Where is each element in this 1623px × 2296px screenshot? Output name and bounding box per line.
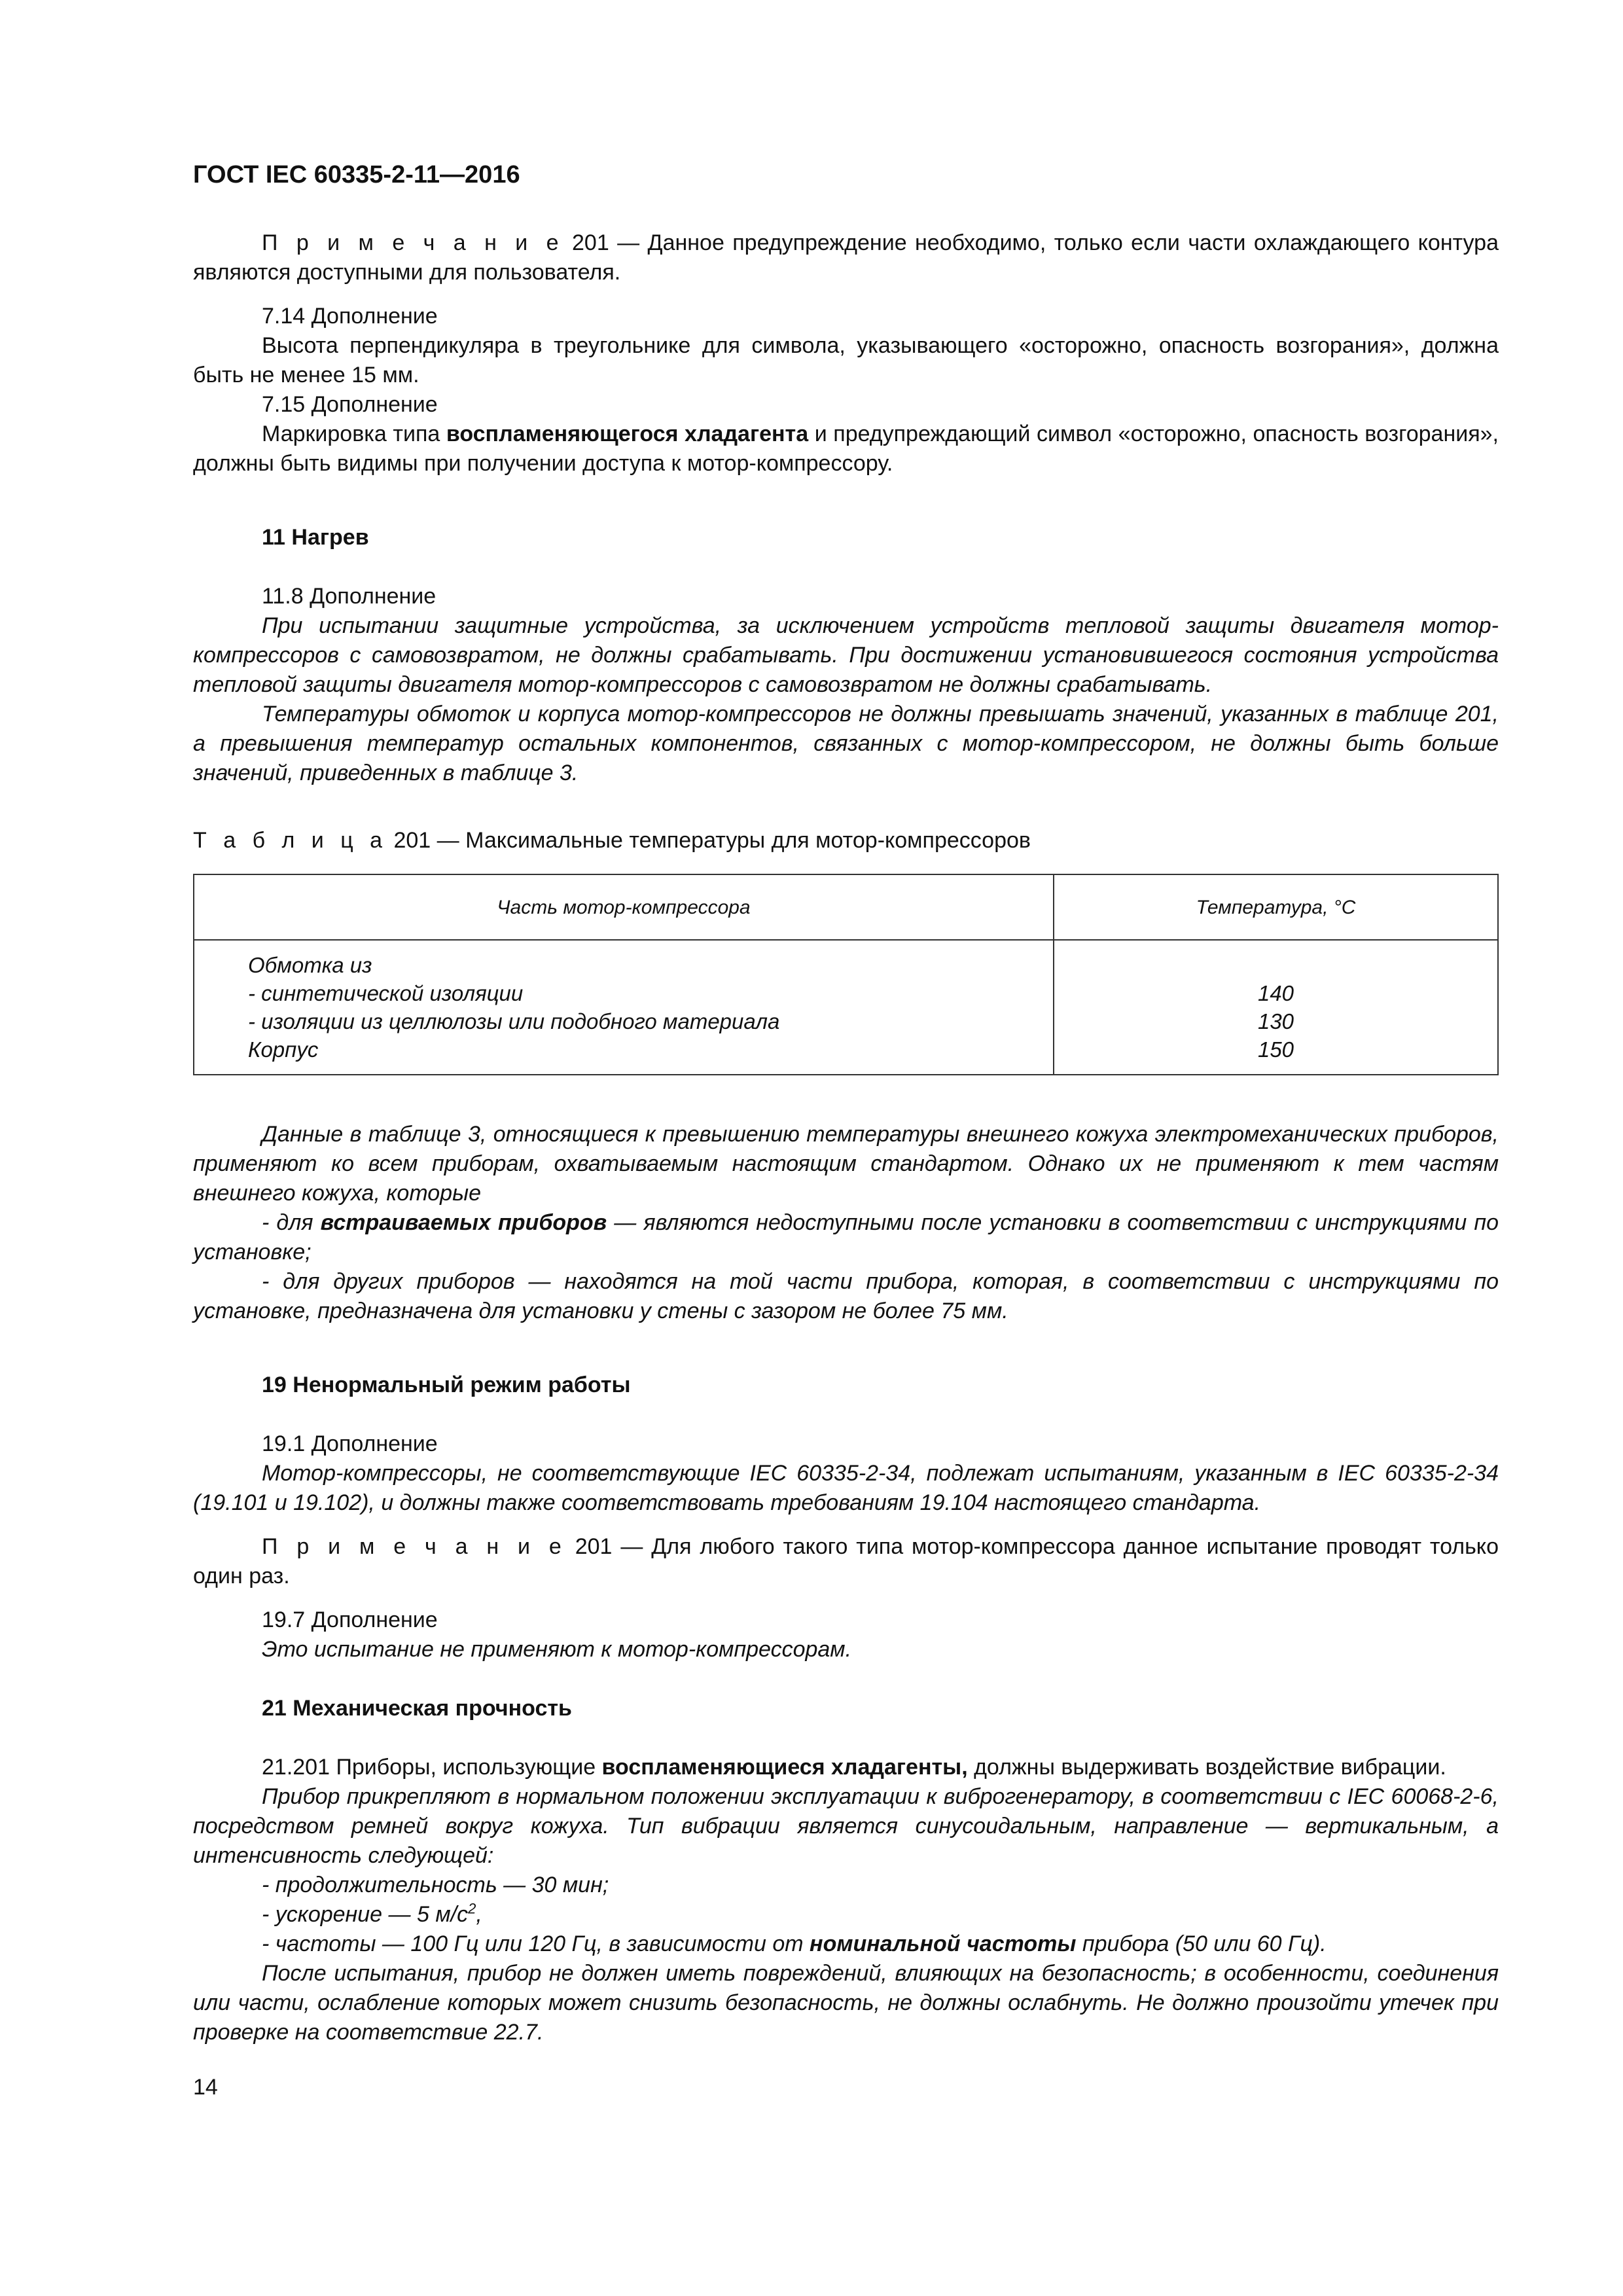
list-item-built-in	[193, 1208, 1499, 1267]
clause-21-201-paragraph-3: После испытания, прибор не должен иметь повреждений, влияющих на безопасность; в особенности, соединения или части, ослабление которых может снизить безопасность, не должны ослабнуть. Не должно произойти утечек при проверке на соответствие 22.7.	[193, 1961, 1499, 2045]
temperature-line: 150	[1257, 1037, 1294, 1062]
table-label: Т а б л и ц а	[193, 828, 388, 853]
table-201	[193, 874, 1499, 1075]
text-part: Маркировка типа	[262, 422, 446, 446]
clause-21-201-text	[193, 1753, 1499, 1782]
note-label: П р и м е ч а н и е	[262, 1534, 567, 1559]
temperature-line	[1054, 951, 1497, 979]
clause-7-14-text: Высота перпендикуляра в треугольнике для символа, указывающего «осторожно, опасность возгорания», должна быть не менее 15 мм.	[193, 333, 1499, 387]
document-header: ГОСТ IEC 60335-2-11—2016	[193, 161, 520, 188]
term-flammable-refrigerants: воспламеняющиеся хладагенты,	[601, 1755, 968, 1780]
note-201-cooling	[193, 228, 1499, 287]
text-part: должны выдерживать воздействие вибрации.	[967, 1755, 1446, 1780]
page-number: 14	[193, 2075, 218, 2100]
clause-7-15-number: 7.15 Дополнение	[262, 392, 438, 417]
temperature-line: 140	[1257, 981, 1294, 1005]
term-built-in-appliances: встраиваемых приборов	[320, 1210, 607, 1235]
clause-11-8-paragraph-2: Температуры обмоток и корпуса мотор-компрессоров не должны превышать значений, указанных в таблице 201, а превышения температур остальных компонентов, связанных с мотор-компрессором, не должны быть больше значений, приведенных в таблице 3.	[193, 702, 1499, 785]
section-11-heading: 11 Нагрев	[262, 525, 369, 550]
part-line: - изоляции из целлюлозы или подобного материала	[248, 1009, 780, 1033]
column-header-part: Часть мотор-компрессора	[194, 874, 1054, 940]
table-row	[194, 940, 1498, 1075]
temperature-line: 130	[1257, 1009, 1294, 1033]
text-part: прибора (50 или 60 Гц).	[1076, 1931, 1327, 1956]
text-part: 21.201 Приборы, использующие	[262, 1755, 602, 1780]
text-part: ,	[476, 1902, 482, 1927]
list-item-other: - для других приборов — находятся на той части прибора, которая, в соответствии с инструкциями по установке, предназначена для установки у стены с зазором не более 75 мм.	[193, 1269, 1499, 1323]
temperature-cell	[1054, 940, 1498, 1075]
clause-19-1-text: Мотор-компрессоры, не соответствующие IEC 60335-2-34, подлежат испытаниям, указанным в IEC 60335-2-34 (19.101 и 19.102), и должны также соответствовать требованиям 19.104 настоящего стандарта.	[193, 1461, 1499, 1515]
text-part: — являются недоступными после установки в соответствии с инструкциями по установке;	[193, 1210, 1499, 1265]
clause-7-14-number: 7.14 Дополнение	[262, 304, 438, 329]
part-line: - синтетической изоляции	[248, 981, 524, 1005]
clause-21-201-paragraph-2: Прибор прикрепляют в нормальном положении эксплуатации к виброгенератору, в соответствии с IEC 60068-2-6, посредством ремней вокруг кожуха. Тип вибрации является синусоидальным, направление — вертикальным, а интенсивность следующей:	[193, 1784, 1499, 1868]
term-flammable-refrigerant: воспламеняющегося хладагента	[446, 422, 809, 446]
table-caption-text: 201 — Максимальные температуры для мотор-компрессоров	[387, 828, 1031, 853]
clause-7-15-text	[193, 420, 1499, 478]
page-content	[193, 159, 1499, 2047]
superscript: 2	[468, 1900, 476, 1917]
list-item-frequencies	[193, 1929, 1499, 1959]
text-part: - ускорение — 5 м/с	[262, 1902, 469, 1927]
clause-11-8-number: 11.8 Дополнение	[262, 584, 437, 609]
note-text: 201 — Данное предупреждение необходимо, только если части охлаждающего контура являются доступными для пользователя.	[193, 230, 1499, 285]
note-label: П р и м е ч а н и е	[262, 230, 564, 255]
note-201-motor-compressor	[193, 1532, 1499, 1591]
after-table-paragraph: Данные в таблице 3, относящиеся к превышению температуры внешнего кожуха электромеханических приборов, применяют ко всем приборам, охватываемым настоящим стандартом. Однако их не применяют к тем частям внешнего кожуха, которые	[193, 1122, 1499, 1206]
note-text: 201 — Для любого такого типа мотор-компрессора данное испытание проводят только один раз.	[193, 1534, 1499, 1588]
text-part: и предупреждающий символ «осторожно, опасность возгорания», должны быть видимы при получении доступа к мотор-компрессору.	[193, 422, 1499, 476]
text-part: - частоты — 100 Гц или 120 Гц, в зависимости от	[262, 1931, 810, 1956]
clause-19-1-number: 19.1 Дополнение	[262, 1431, 438, 1456]
section-21-heading: 21 Механическая прочность	[262, 1696, 572, 1721]
text-part: - для	[262, 1210, 321, 1235]
clause-19-7-number: 19.7 Дополнение	[262, 1607, 438, 1632]
part-line: Корпус	[248, 1037, 319, 1062]
term-rated-frequency: номинальной частоты	[810, 1931, 1077, 1956]
table-header-row	[194, 874, 1498, 940]
part-line: Обмотка из	[248, 953, 372, 977]
column-header-temperature: Температура, °С	[1054, 874, 1498, 940]
clause-11-8-paragraph-1: При испытании защитные устройства, за исключением устройств тепловой защиты двигателя мотор-компрессоров с самовозвратом, не должны срабатывать. При достижении установившегося состояния устройства тепловой защиты двигателя мотор-компрессоров с самовозвратом не должны срабатывать.	[193, 613, 1499, 697]
table-201-caption	[193, 826, 1499, 855]
list-item-duration: - продолжительность — 30 мин;	[262, 1873, 609, 1897]
section-19-heading: 19 Ненормальный режим работы	[262, 1372, 631, 1397]
list-item-acceleration	[193, 1900, 1499, 1929]
part-cell	[194, 940, 1054, 1075]
clause-19-7-text: Это испытание не применяют к мотор-компрессорам.	[262, 1637, 852, 1662]
